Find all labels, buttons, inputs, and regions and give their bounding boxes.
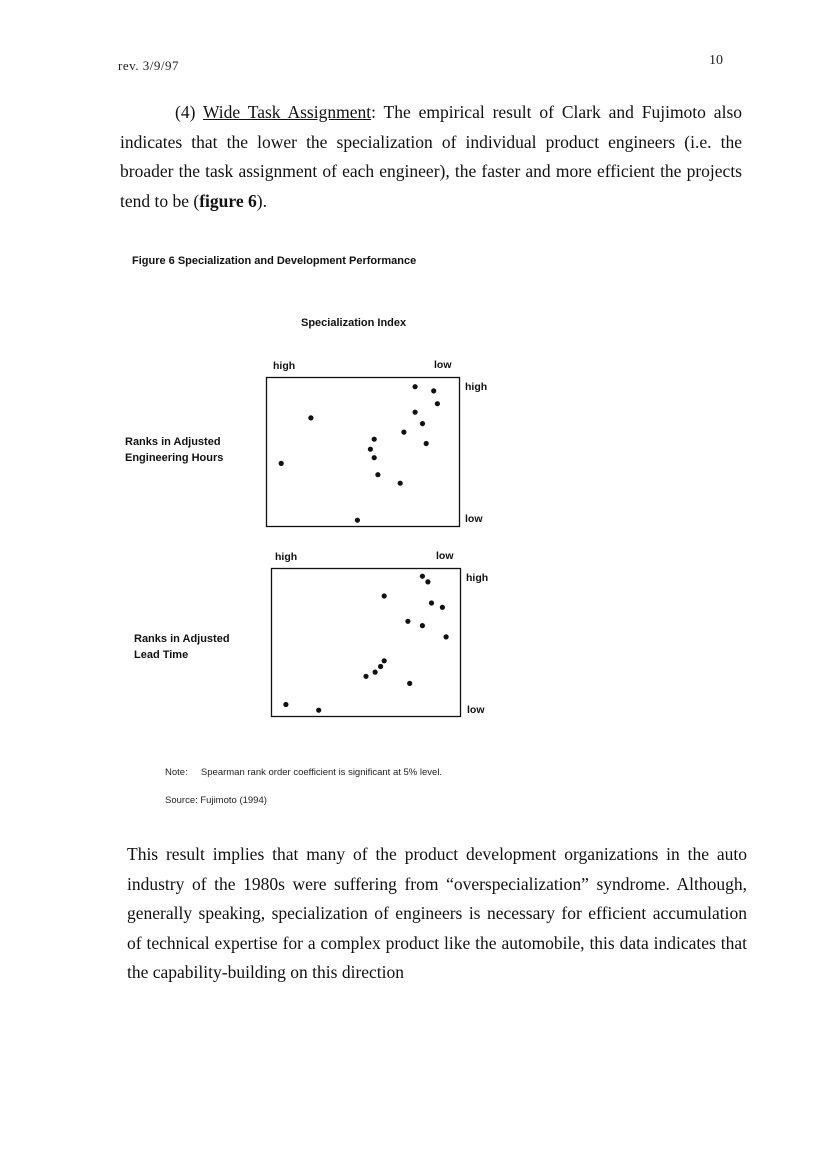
chart1-point-5 (368, 447, 373, 452)
paragraph-wide-task-assignment (120, 98, 742, 216)
section-heading: Wide Task Assignment (202, 102, 372, 122)
chart2-point-14 (440, 605, 445, 610)
page-number: 10 (709, 53, 723, 68)
chart2-point-8 (407, 681, 412, 686)
para-text-a: : The empirical result of Clark and Fujimoto also indicates that the lower the specialization of individual product engineers (i.e. the broader the task assignment of each engineer), the faster and more efficient the projects tend to be ( (120, 102, 743, 211)
chart1-point-2 (308, 415, 313, 420)
chart2-y-axis-label: Ranks in Adjusted Lead Time (134, 633, 230, 661)
chart1-point-14 (431, 388, 436, 393)
figure-title: Figure 6 Specialization and Development Performance (132, 255, 417, 267)
chart1-point-6 (372, 455, 377, 460)
chart2-point-7 (382, 593, 387, 598)
chart2-point-1 (283, 702, 288, 707)
chart1-plot (266, 377, 460, 527)
chart1-point-10 (413, 410, 418, 415)
paragraph-overspecialization: This result implies that many of the product development organizations in the auto industry of the 1980s were suffering from “overspecialization” syndrome. Although, generally speaking, specialization of engineers is necessary for efficient accumulation of technical expertise for a complex product like the automobile, this data indicates that the capability-building on this direction (127, 844, 747, 982)
chart1-point-9 (401, 430, 406, 435)
chart1-x-low-label: low (434, 359, 452, 371)
chart2-point-2 (316, 708, 321, 713)
chart2-point-6 (382, 658, 387, 663)
chart2-point-13 (429, 600, 434, 605)
figure-reference: figure 6 (199, 190, 257, 211)
chart2-x-high-label: high (275, 551, 298, 563)
chart2-x-low-label: low (436, 550, 454, 562)
x-axis-title: Specialization Index (301, 317, 407, 329)
chart2-plot (271, 568, 461, 717)
chart1-frame (267, 378, 460, 527)
chart1-y-axis-label: Ranks in Adjusted Engineering Hours (125, 436, 224, 464)
chart1-point-15 (435, 401, 440, 406)
chart2-point-4 (373, 670, 378, 675)
chart2-frame (272, 569, 461, 717)
chart2-point-10 (420, 623, 425, 628)
note-label: Note: (165, 767, 188, 778)
chart1-y-high-label: high (465, 381, 488, 393)
chart1-point-1 (279, 461, 284, 466)
chart2-point-12 (425, 579, 430, 584)
chart2-y-low-label: low (467, 704, 485, 716)
chart1-point-8 (398, 481, 403, 486)
chart2-point-9 (405, 619, 410, 624)
revision-date: rev. 3/9/97 (118, 58, 179, 73)
chart1-y-low-label: low (465, 513, 483, 525)
para-text-b: ). (256, 190, 267, 211)
note-text: Spearman rank order coefficient is significant at 5% level. (200, 767, 443, 778)
figure-source: Source: Fujimoto (1994) (165, 795, 267, 806)
chart2-y-high-label: high (466, 572, 489, 584)
chart2-point-11 (420, 574, 425, 579)
chart1-point-12 (424, 441, 429, 446)
chart1-point-13 (413, 384, 418, 389)
figure-note (165, 767, 442, 778)
para-prefix: (4) (175, 102, 203, 122)
chart1-x-high-label: high (273, 360, 296, 372)
chart1-point-11 (420, 421, 425, 426)
chart2-point-3 (363, 674, 368, 679)
chart2-point-5 (378, 664, 383, 669)
chart2-point-15 (444, 634, 449, 639)
chart1-point-7 (375, 472, 380, 477)
chart1-point-3 (355, 518, 360, 523)
chart1-point-4 (372, 437, 377, 442)
